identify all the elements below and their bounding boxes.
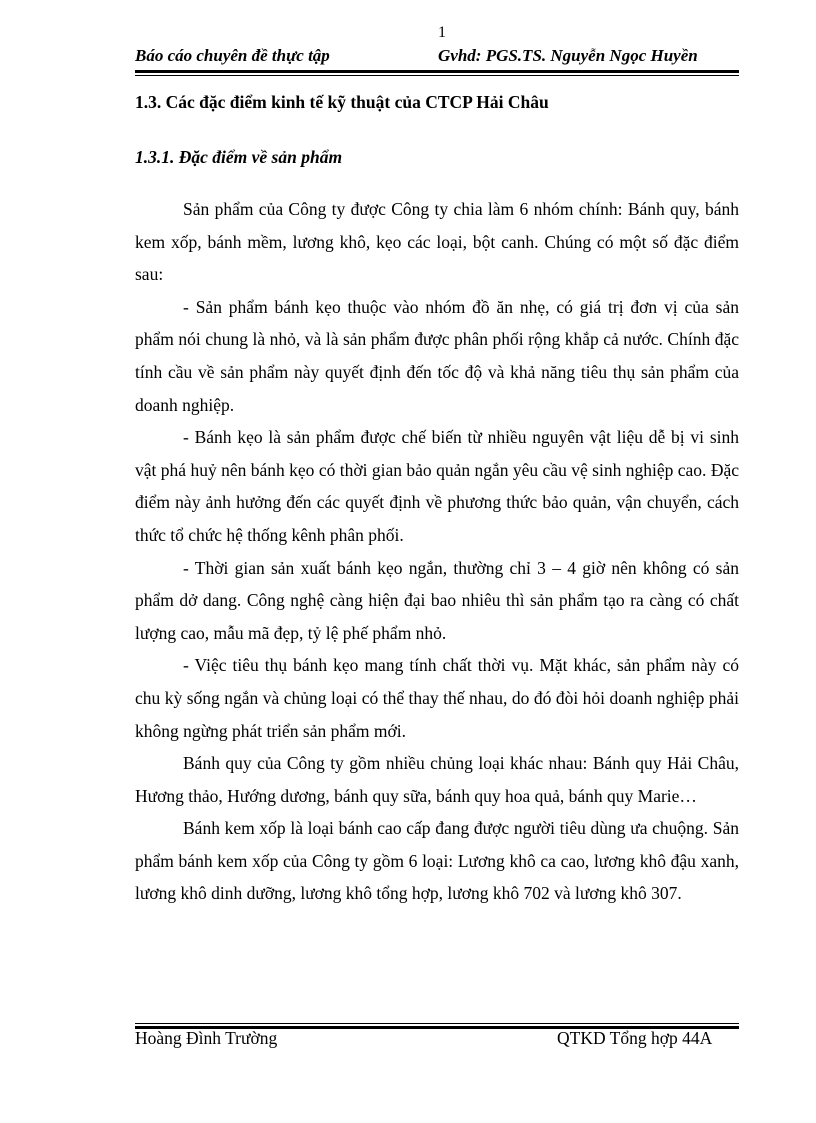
paragraph: Sản phẩm của Công ty được Công ty chia làm 6 nhóm chính: Bánh quy, bánh kem xốp, bánh mềm, lương khô, kẹo các loại, bột canh. Chúng có một số đặc điểm sau: [135, 199, 739, 285]
footer-class: QTKD Tổng hợp 44A [557, 1028, 713, 1048]
paragraph-list [135, 193, 739, 910]
paragraph: - Sản phẩm bánh kẹo thuộc vào nhóm đồ ăn nhẹ, có giá trị đơn vị của sản phẩm nói chung là nhỏ, và là sản phẩm được phân phối rộng khắp cả nước. Chính đặc tính cầu về sản phẩm này quyết định đến tốc độ và khả năng tiêu thụ sản phẩm của doanh nghiệp. [135, 296, 739, 415]
paragraph: - Bánh kẹo là sản phẩm được chế biến từ nhiều nguyên vật liệu dễ bị vi sinh vật phá huỷ nên bánh kẹo có thời gian bảo quản ngắn yêu cầu vệ sinh nghiệp cao. Đặc điểm này ảnh hưởng đến các quyết định về phương thức bảo quản, vận chuyển, cách thức tổ chức hệ thống kênh phân phối. [135, 427, 739, 545]
header-rule-thick [135, 70, 739, 73]
section-heading: 1.3. Các đặc điểm kinh tế kỹ thuật của CTCP Hải Châu [135, 92, 549, 112]
footer-author: Hoàng Đình Trường [135, 1028, 278, 1048]
page-number: 1 [438, 24, 446, 41]
subsection-heading: 1.3.1. Đặc điểm về sản phẩm [135, 147, 343, 167]
paragraph: - Thời gian sản xuất bánh kẹo ngắn, thường chỉ 3 – 4 giờ nên không có sản phẩm dở dang. Công nghệ càng hiện đại bao nhiêu thì sản phẩm tạo ra càng có chất lượng cao, mẫu mã đẹp, tỷ lệ phế phẩm nhỏ. [135, 557, 739, 643]
paragraph: - Việc tiêu thụ bánh kẹo mang tính chất thời vụ. Mặt khác, sản phẩm này có chu kỳ sống ngắn và chủng loại có thể thay thế nhau, do đó đòi hỏi doanh nghiệp phải không ngừng phát triển sản phẩm mới. [135, 655, 739, 741]
header-rule-thin [135, 75, 739, 76]
header-supervisor: Gvhd: PGS.TS. Nguyễn Ngọc Huyền [438, 46, 698, 65]
footer-rule-thin [135, 1023, 739, 1024]
header-report-title: Báo cáo chuyên đề thực tập [135, 46, 330, 65]
paragraph: Bánh quy của Công ty gồm nhiều chủng loại khác nhau: Bánh quy Hải Châu, Hương thảo, Hướng dương, bánh quy sữa, bánh quy hoa quả, bánh quy Marie… [135, 753, 739, 806]
paragraph: Bánh kem xốp là loại bánh cao cấp đang được người tiêu dùng ưa chuộng. Sản phẩm bánh kem xốp của Công ty gồm 6 loại: Lương khô ca cao, lương khô đậu xanh, lương khô dinh dưỡng, lương khô tổng hợp, lương khô 702 và lương khô 307. [135, 818, 739, 904]
